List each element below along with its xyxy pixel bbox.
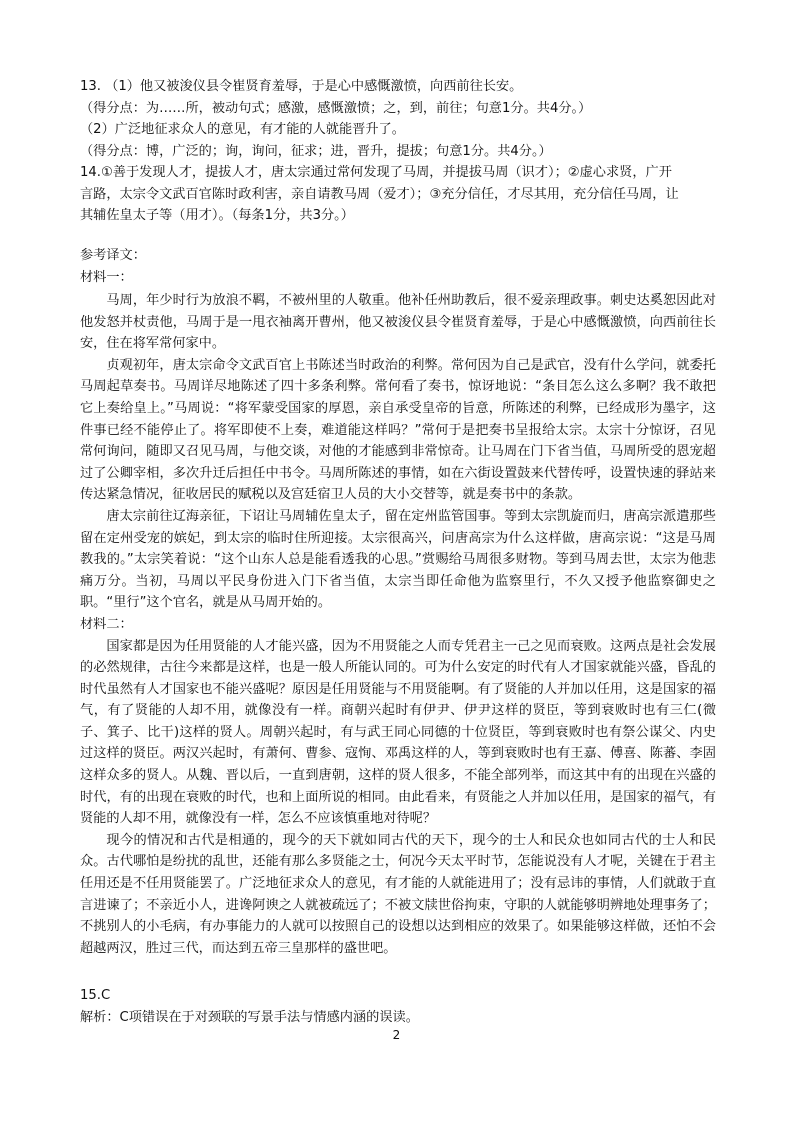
material-one-label: 材料一：: [80, 269, 133, 285]
q15-answer: 15.C: [80, 988, 111, 1003]
material-one-paragraph-1: 马周，年少时行为放浪不羁，不被州里的人敬重。他补任州助教后，很不爱亲理政事。刺史达奚恕因此对他发怒并杖责他，马周于是一甩衣袖离开曹州，他又被浚仪县令崔贤育羞辱，于是心中感慨激愤，向西前往长安，住在将军常何家中。: [80, 293, 716, 352]
q14-answer-line-2: 言路，太宗令文武百官陈时政利害，亲自请教马周（爱才）；③充分信任，才尽其用，充分信任马周，让: [80, 186, 679, 202]
q13-2-score: （得分点：博，广泛的；询，询问，征求；进，晋升，提拔；句意1分。共4分。）: [80, 143, 552, 159]
q13-2-answer: （2）广泛地征求众人的意见，有才能的人就能晋升了。: [80, 122, 405, 137]
translation-header: [80, 245, 716, 288]
answers-section: [80, 76, 716, 227]
translation-heading: 参考译文：: [80, 248, 146, 263]
material-one-text: [80, 290, 716, 959]
q15-section: [80, 985, 716, 1028]
q14-answer-line-1: 14.①善于发现人才，提拔人才，唐太宗通过常何发现了马周，并提拔马周（识才）；②虚心求贤，广开: [80, 165, 672, 180]
material-two-label: 材料二：: [80, 616, 133, 632]
material-two-paragraph-1: 国家都是因为任用贤能的人才能兴盛，因为不用贤能之人而专凭君主一己之见而衰败。这两点是社会发展的必然规律，古往今来都是这样，也是一般人所能认同的。可为什么安定的时代有人才国家就能兴盛，昏乱的时代虽然有人才国家也不能兴盛呢？原因是任用贤能与不用贤能啊。有了贤能的人并加以任用，这是国家的福气，有了贤能的人却不用，就像没有一样。商朝兴起时有伊尹、伊尹这样的贤臣，等到衰败时也有三仁(微子、箕子、比干)这样的贤人。周朝兴起时，有与武王同心同德的十位贤臣，等到衰败时也有祭公谋父、内史过这样的贤臣。两汉兴起时，有萧何、曹参、寇恂、邓禹这样的人，等到衰败时也有王嘉、傅喜、陈蕃、李固这样众多的贤人。从魏、晋以后，一直到唐朝，这样的贤人很多，不能全部列举，而这其中有的出现在兴盛的时代，有的出现在衰败的时代，也和上面所说的相同。由此看来，有贤能之人并加以任用，是国家的福气，有贤能的人却不用，就像没有一样，怎么不应该慎重地对待呢？: [80, 638, 717, 827]
material-one-paragraph-2: 贞观初年，唐太宗命令文武百官上书陈述当时政治的利弊。常何因为自己是武官，没有什么学问，就委托马周起草奏书。马周详尽地陈述了四十多条利弊。常何看了奏书，惊讶地说：“条目怎么这么多啊？我不敢把它上奏给皇上。”马周说：“将军蒙受国家的厚恩，亲自承受皇帝的旨意，所陈述的利弊，已经成形为墨字，这件事已经不能停止了。将军即使不上奏，难道能这样吗？”常何于是把奏书呈报给太宗。太宗十分惊讶，召见常何询问，随即又召见马周，与他交谈，对他的才能感到非常惊奇。让马周在门下省当值，马周所受的恩宠超过了公卿宰相，多次升迁后担任中书令。马周所陈述的事情，如在六街设置鼓来代替传呼，设置快速的驿站来传达紧急情况，征收居民的赋税以及宫廷宿卫人员的大小交替等，就是奏书中的条款。: [80, 357, 716, 503]
q14-answer-line-3: 其辅佐皇太子等（用才）。（每条1分，共3分。）: [80, 208, 354, 223]
page-number: 2: [392, 1028, 401, 1042]
material-two-paragraph-2: 现今的情况和古代是相通的，现今的天下就如同古代的天下，现今的士人和民众也如同古代的士人和民众。古代哪怕是纷扰的乱世，还能有那么多贤能之士，何况今天太平时节，怎能说没有人才呢，关键在于君主任用还是不任用贤能罢了。广泛地征求众人的意见，有才能的人就能进用了；没有忌讳的事情，人们就敢于直言进谏了；不亲近小人，进谗阿谀之人就被疏远了；不被文牍世俗拘束，守职的人就能够明辨地处理事务了；不挑别人的小毛病，有办事能力的人就可以按照自己的设想以达到相应的效果了。如果能够这样做，还怕不会超越两汉，胜过三代，而达到五帝三皇那样的盛世吧。: [80, 832, 716, 956]
material-one-paragraph-3: 唐太宗前往辽海亲征，下诏让马周辅佐皇太子，留在定州监管国事。等到太宗凯旋而归，唐高宗派遣那些留在定州受宠的嫔妃，到太宗的临时住所迎接。太宗很高兴，问唐高宗为什么这样做，唐高宗说：“这是马周教我的。”太宗笑着说：“这个山东人总是能看透我的心思。”赏赐给马周很多财物。等到马周去世，太宗为他悲痛万分。当初，马周以平民身份进入门下省当值，太宗当即任命他为监察里行，不久又授予他监察御史之职。“里行”这个官名，就是从马周开始的。: [80, 508, 716, 611]
q15-analysis: 解析：C项错误在于对颈联的写景手法与情感内涵的误读。: [80, 1009, 419, 1025]
q13-1-score: （得分点：为……所，被动句式；感激，感慨激愤；之，到，前往；句意1分。共4分。）: [80, 100, 592, 116]
q13-1-answer: 13. （1）他又被浚仪县令崔贤育羞辱，于是心中感慨激愤，向西前往长安。: [80, 79, 523, 94]
